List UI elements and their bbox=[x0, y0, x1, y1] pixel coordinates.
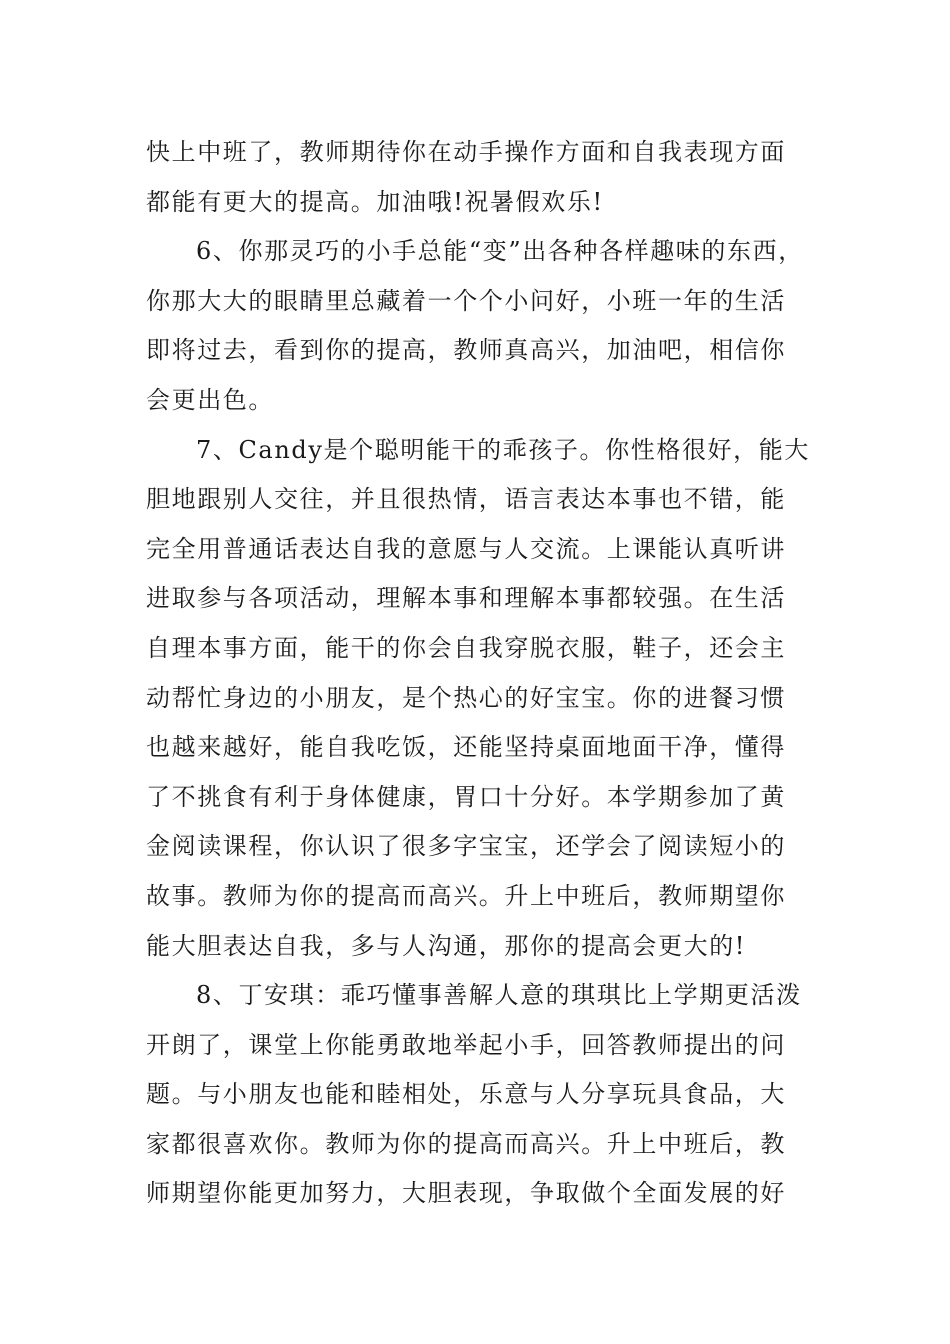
text-line: 6、你那灵巧的小手总能“变”出各种各样趣味的东西， bbox=[196, 237, 804, 266]
text-line: 自理本事方面，能干的你会自我穿脱衣服，鞋子，还会主 bbox=[146, 633, 786, 662]
paragraph-6 bbox=[146, 227, 816, 425]
text-line: 能大胆表达自我，多与人沟通，那你的提高会更大的! bbox=[146, 931, 747, 960]
text-line: 快上中班了，教师期待你在动手操作方面和自我表现方面 bbox=[146, 138, 786, 166]
text-line: 师期望你能更加努力，大胆表现，争取做个全面发展的好 bbox=[146, 1179, 786, 1208]
text-line: 也越来越好，能自我吃饭，还能坚持桌面地面干净，懂得 bbox=[146, 733, 786, 762]
text-line: 8、丁安琪：乖巧懂事善解人意的琪琪比上学期更活泼 bbox=[196, 981, 802, 1010]
paragraph-7 bbox=[146, 426, 816, 972]
text-line: 开朗了，课堂上你能勇敢地举起小手，回答教师提出的问 bbox=[146, 1030, 786, 1059]
text-line: 金阅读课程，你认识了很多字宝宝，还学会了阅读短小的 bbox=[146, 832, 786, 861]
paragraph-8 bbox=[146, 971, 816, 1219]
text-line: 动帮忙身边的小朋友，是个热心的好宝宝。你的进餐习惯 bbox=[146, 683, 786, 712]
text-line: 即将过去，看到你的提高，教师真高兴，加油吧，相信你 bbox=[146, 336, 786, 365]
text-line: 都能有更大的提高。加油哦!祝暑假欢乐! bbox=[146, 187, 604, 216]
text-line: 家都很喜欢你。教师为你的提高而高兴。升上中班后，教 bbox=[146, 1129, 786, 1158]
text-line: 会更出色。 bbox=[146, 385, 274, 414]
text-line: 了不挑食有利于身体健康，胃口十分好。本学期参加了黄 bbox=[146, 782, 786, 811]
text-line: 胆地跟别人交往，并且很热情，语言表达本事也不错，能 bbox=[146, 485, 786, 514]
text-line: 故事。教师为你的提高而高兴。升上中班后，教师期望你 bbox=[146, 881, 786, 910]
text-line: 7、Candy是个聪明能干的乖孩子。你性格很好，能大 bbox=[196, 435, 810, 464]
text-line: 完全用普通话表达自我的意愿与人交流。上课能认真听讲 bbox=[146, 534, 786, 563]
document-body bbox=[146, 128, 816, 1219]
text-line: 你那大大的眼睛里总藏着一个个小问好，小班一年的生活 bbox=[146, 286, 786, 315]
text-line: 题。与小朋友也能和睦相处，乐意与人分享玩具食品，大 bbox=[146, 1080, 786, 1109]
text-line: 进取参与各项活动，理解本事和理解本事都较强。在生活 bbox=[146, 584, 786, 613]
paragraph-5-continuation bbox=[146, 128, 816, 227]
